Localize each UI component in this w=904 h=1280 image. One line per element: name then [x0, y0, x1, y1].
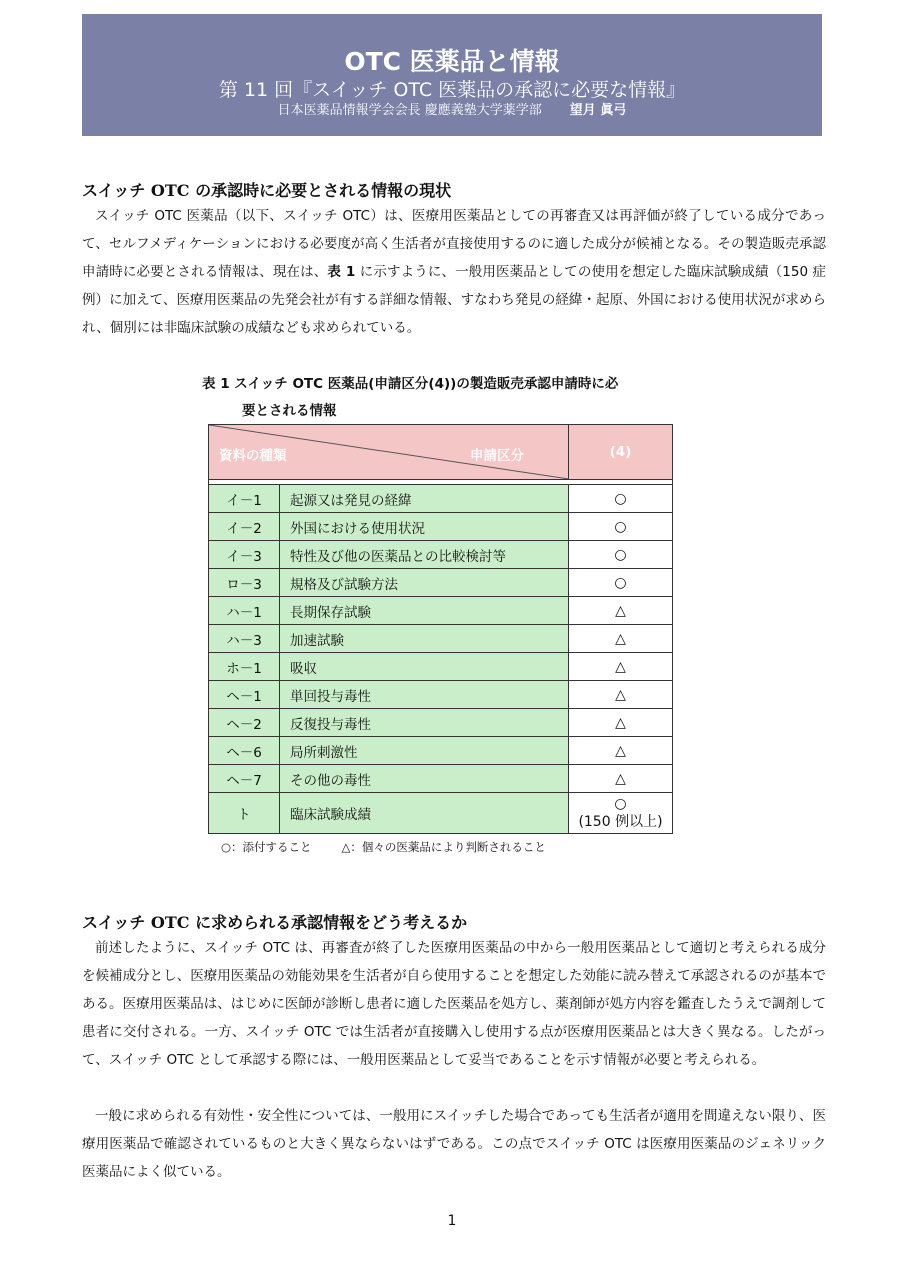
- section2-paragraph2: 一般に求められる有効性・安全性については、一般用にスイッチした場合であっても生活者が適用を間違えない限り、医療用医薬品で確認されているものと大きく異ならないはずである。この点でスイッチ OTC は医療用医薬品のジェネリック医薬品によく似ている。: [82, 1108, 826, 1180]
- legend-circle: ○：添付すること: [221, 840, 312, 854]
- author-line: [82, 102, 822, 120]
- title-banner: [82, 14, 822, 136]
- table-row: [209, 569, 673, 597]
- row-item: 吸収: [280, 653, 569, 681]
- table-row: [209, 681, 673, 709]
- table-row: [209, 541, 673, 569]
- row-item: 臨床試験成績: [280, 793, 569, 834]
- table-row: [209, 485, 673, 513]
- table-row: [209, 737, 673, 765]
- row-code: ロ－3: [209, 569, 280, 597]
- row-mark: △: [569, 765, 673, 793]
- section2-heading: スイッチ OTC に求められる承認情報をどう考えるか: [82, 913, 468, 932]
- row-code: ハ－3: [209, 625, 280, 653]
- row-code: ヘ－2: [209, 709, 280, 737]
- table-caption-line1: 表 1 スイッチ OTC 医薬品(申請区分(4))の製造販売承認申請時に必: [202, 376, 619, 392]
- row-code: ヘ－6: [209, 737, 280, 765]
- table-row: [209, 653, 673, 681]
- row-item: その他の毒性: [280, 765, 569, 793]
- section1-heading: スイッチ OTC の承認時に必要とされる情報の現状: [82, 181, 452, 200]
- row-mark-symbol: ○: [614, 796, 627, 812]
- table-row: [209, 625, 673, 653]
- header-category: 申請区分: [470, 448, 524, 464]
- row-mark: ○: [569, 569, 673, 597]
- table-reference: 表 1: [327, 264, 356, 280]
- table-row: [209, 513, 673, 541]
- row-code: ハ－1: [209, 597, 280, 625]
- row-code: ト: [209, 793, 280, 834]
- table-row: [209, 765, 673, 793]
- row-code: ヘ－1: [209, 681, 280, 709]
- table-header-row: [209, 425, 673, 480]
- row-code: イ－1: [209, 485, 280, 513]
- row-item: 起源又は発見の経緯: [280, 485, 569, 513]
- row-item: 反復投与毒性: [280, 709, 569, 737]
- table-row: [209, 793, 673, 834]
- row-mark: △: [569, 737, 673, 765]
- author-name: 望月 眞弓: [569, 103, 627, 118]
- row-code: イ－2: [209, 513, 280, 541]
- page-number: 1: [447, 1213, 457, 1229]
- row-mark: △: [569, 653, 673, 681]
- row-item: 特性及び他の医薬品との比較検討等: [280, 541, 569, 569]
- row-mark: △: [569, 709, 673, 737]
- page-subtitle: 第 11 回『スイッチ OTC 医薬品の承認に必要な情報』: [218, 79, 686, 101]
- row-item: 加速試験: [280, 625, 569, 653]
- row-item: 局所刺激性: [280, 737, 569, 765]
- row-mark: ○: [569, 513, 673, 541]
- header-doc-type: 資料の種類: [219, 448, 287, 464]
- row-item: 長期保存試験: [280, 597, 569, 625]
- table-header-diagonal-cell: [209, 425, 569, 480]
- author-affiliation: 日本医薬品情報学会会長 慶應義塾大学薬学部: [277, 103, 542, 118]
- section1-text-a: スイッチ OTC 医薬品（以下、スイッチ OTC）は、医療用医薬品としての再審査又は再評価が終了している成分であって、セルフメディケーションにおける必要度が高く生活者が直接使用するのに適した成分が候補となる。その製造販売承認申請時に必要とされる情報は、現在は、: [82, 208, 826, 280]
- row-mark: ○: [569, 485, 673, 513]
- row-mark-note: (150 例以上): [578, 814, 663, 830]
- table-row: [209, 709, 673, 737]
- table-row: [209, 597, 673, 625]
- requirements-table: [208, 424, 673, 834]
- row-mark: △: [569, 681, 673, 709]
- page-title: OTC 医薬品と情報: [344, 47, 560, 76]
- section1-paragraph: [82, 202, 826, 342]
- row-item: 規格及び試験方法: [280, 569, 569, 597]
- row-item: 外国における使用状況: [280, 513, 569, 541]
- row-mark: △: [569, 625, 673, 653]
- header-col-4: (4): [569, 425, 673, 480]
- table-legend: [221, 839, 546, 855]
- row-mark: [569, 793, 673, 834]
- row-mark: △: [569, 597, 673, 625]
- row-code: ヘ－7: [209, 765, 280, 793]
- row-mark: ○: [569, 541, 673, 569]
- row-code: イ－3: [209, 541, 280, 569]
- section2-paragraph1: 前述したように、スイッチ OTC は、再審査が終了した医療用医薬品の中から一般用医薬品として適切と考えられる成分を候補成分とし、医療用医薬品の効能効果を生活者が自ら使用することを想定した効能に読み替えて承認されるのが基本である。医療用医薬品は、はじめに医師が診断し患者に適した医薬品を処方し、薬剤師が処方内容を鑑査したうえで調剤して患者に交付される。一方、スイッチ OTC では生活者が直接購入し使用する点が医療用医薬品とは大きく異なる。したがって、スイッチ OTC として承認する際には、一般用医薬品として妥当であることを示す情報が必要と考えられる。: [82, 940, 826, 1068]
- section1-text-c: に示すように、一般用医薬品としての使用を想定した臨床試験成績（150 症例）に加えて、医療用医薬品の先発会社が有する詳細な情報、すなわち発見の経緯・起原、外国における使用状況が求められ、個別には非臨床試験の成績なども求められている。: [82, 264, 827, 336]
- row-code: ホ－1: [209, 653, 280, 681]
- legend-triangle: △：個々の医薬品により判断されること: [341, 840, 546, 854]
- row-item: 単回投与毒性: [280, 681, 569, 709]
- table-caption-line2: 要とされる情報: [242, 403, 337, 419]
